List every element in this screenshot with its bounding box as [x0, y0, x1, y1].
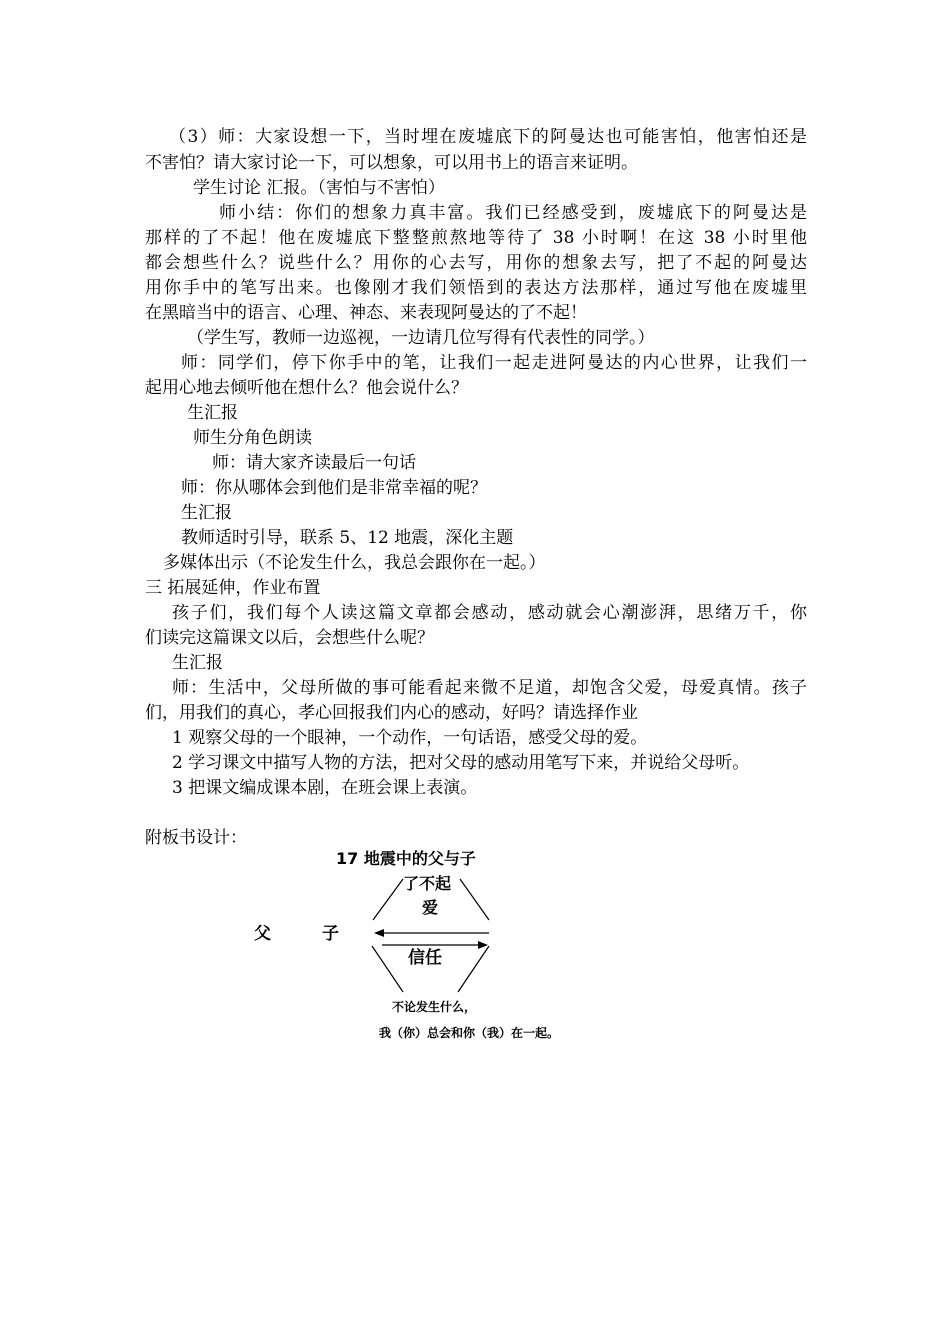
- section-heading-extension: 三 拓展延伸，作业布置: [145, 578, 321, 598]
- teacher-closing-line-1: 师：生活中，父母所做的事可能看起来微不足道，却饱含父爱，母爱真情。孩子: [172, 678, 807, 698]
- teacher-closing-line-2: 们，用我们的真心，孝心回报我们内心的感动，好吗？请选择作业: [145, 703, 638, 723]
- teacher-prompt-line-1: 师：同学们，停下你手中的笔，让我们一起走进阿曼达的内心世界，让我们一: [181, 353, 807, 373]
- student-report-2: 生汇报: [181, 503, 232, 523]
- board-son: 子: [322, 924, 339, 944]
- arrow-left-head: [374, 929, 384, 937]
- board-design-label: 附板书设计：: [145, 828, 247, 848]
- lower-right-line: [458, 946, 489, 992]
- upper-left-line: [373, 879, 403, 920]
- teacher-prompt-line-2: 起用心地去倾听他在想什么？他会说什么？: [145, 378, 468, 398]
- board-word-trust: 信任: [408, 948, 442, 968]
- role-reading: 师生分角色朗读: [193, 428, 312, 448]
- student-report-1: 生汇报: [187, 403, 238, 423]
- paragraph-3-line-2: 不害怕？请大家讨论一下，可以想象，可以用书上的语言来证明。: [145, 153, 638, 173]
- upper-right-line: [460, 879, 489, 920]
- homework-option-2: 2 学习课文中描写人物的方法，把对父母的感动用笔写下来，并说给父母听。: [172, 753, 750, 773]
- homework-option-1: 1 观察父母的一个眼神，一个动作，一句话语，感受父母的爱。: [172, 728, 648, 748]
- student-discussion-line: 学生讨论 汇报。（害怕与不害怕）: [193, 178, 445, 198]
- teacher-summary-line-1: 师小结：你们的想象力真丰富。我们已经感受到，废墟底下的阿曼达是: [219, 203, 807, 223]
- board-caption-line-2: 我（你）总会和你（我）在一起。: [379, 1026, 560, 1040]
- board-word-love: 爱: [422, 898, 439, 917]
- arrow-right-head: [478, 941, 488, 949]
- multimedia-display: 多媒体出示（不论发生什么，我总会跟你在一起。）: [163, 553, 546, 573]
- extension-line-1: 孩子们，我们每个人读这篇文章都会感动，感动就会心潮澎湃，思绪万千，你: [172, 603, 807, 623]
- homework-option-3: 3 把课文编成课本剧，在班会课上表演。: [172, 778, 478, 798]
- board-father: 父: [254, 924, 271, 944]
- read-last-sentence: 师：请大家齐读最后一句话: [212, 453, 416, 473]
- lower-left-line: [372, 946, 403, 992]
- teacher-summary-line-3: 都会想些什么？说些什么？用你的心去写，用你的想象去写，把了不起的阿曼达: [145, 253, 807, 273]
- teacher-summary-line-4: 用你手中的笔写出来。也像刚才我们领悟到的表达方法那样，通过写他在废墟里: [145, 278, 807, 298]
- board-title: 17 地震中的父与子: [336, 849, 476, 868]
- teacher-summary-line-5: 在黑暗当中的语言、心理、神态、来表现阿曼达的了不起！: [145, 303, 587, 323]
- board-word-remarkable: 了不起: [403, 874, 452, 893]
- extension-line-2: 们读完这篇课文以后，会想些什么呢？: [145, 628, 434, 648]
- teacher-summary-line-2: 那样的了不起！他在废墟底下整整煎熬地等待了 38 小时啊！在这 38 小时里他: [145, 228, 807, 248]
- paragraph-3-line-1: （3）师：大家设想一下，当时埋在废墟底下的阿曼达也可能害怕，他害怕还是: [169, 127, 807, 147]
- teacher-guidance: 教师适时引导，联系 5、12 地震，深化主题: [181, 528, 514, 548]
- teacher-question-happiness: 师：你从哪体会到他们是非常幸福的呢？: [181, 478, 487, 498]
- board-caption-line-1: 不论发生什么，: [392, 1000, 477, 1014]
- student-report-3: 生汇报: [172, 653, 223, 673]
- student-writing-note: （学生写，教师一边巡视，一边请几位写得有代表性的同学。）: [187, 328, 655, 348]
